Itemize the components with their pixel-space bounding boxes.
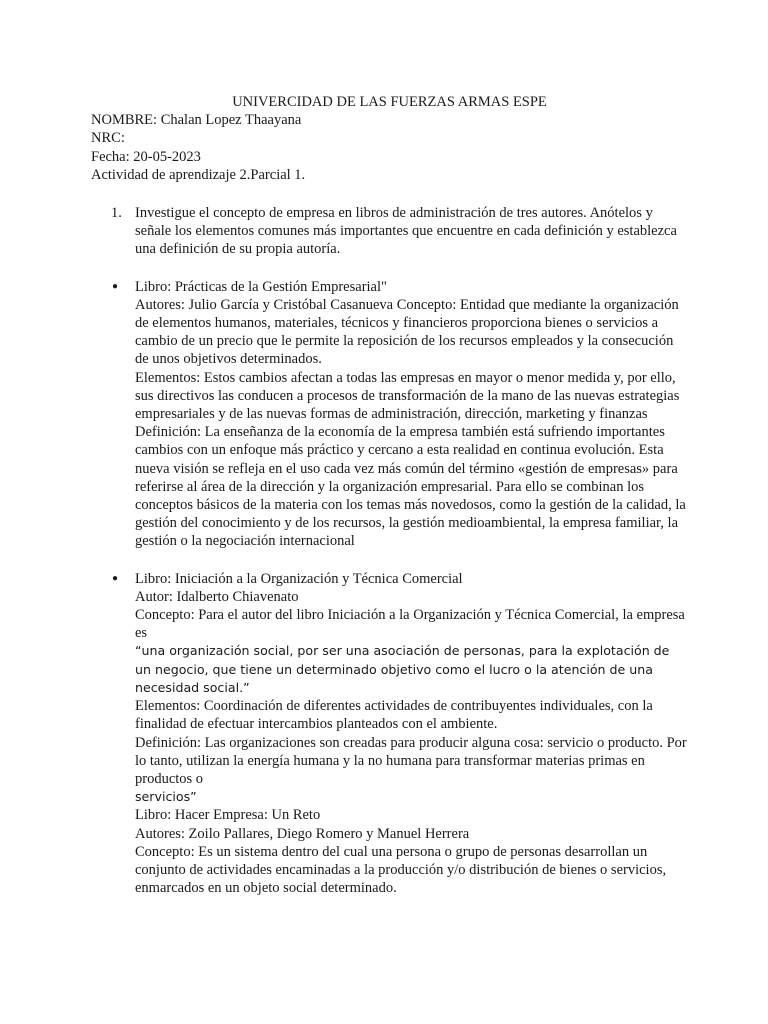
student-name: NOMBRE: Chalan Lopez Thaayana — [91, 112, 302, 129]
date-line: Fecha: 20-05-2023 — [91, 148, 201, 165]
book-entry-2 — [91, 570, 688, 898]
nrc-line: NRC: — [91, 130, 125, 147]
bullet-icon: ● — [112, 572, 119, 584]
book-definition: Definición: Las organizaciones son creadas para producir alguna cosa: servicio o producto. Por lo tanto, utilizan la energía humana y la no humana para transformar materias primas en productos o — [135, 734, 687, 787]
question-item — [91, 204, 688, 259]
book-title: Libro: Iniciación a la Organización y Técnica Comercial — [135, 570, 463, 587]
book3-concept: Concepto: Es un sistema dentro del cual una persona o grupo de personas desarrollan un conjunto de actividades encaminadas a la producción y/o distribución de bienes o servicios, enmarcados en un objeto social determinado. — [135, 843, 667, 897]
book-elements: Elementos: Estos cambios afectan a todas las empresas en mayor o menor medida y, por ello, sus directivos las conducen a procesos de transformación de la mano de las nuevas estrategias empresariales y de las nuevas formas de administración, dirección, marketing y finanzas — [135, 369, 680, 423]
book-entry-1 — [91, 278, 688, 551]
book-definition-end: servicios” — [135, 789, 197, 805]
book3-title: Libro: Hacer Empresa: Un Reto — [135, 807, 321, 824]
book-definition: Definición: La enseñanza de la economía de la empresa también está sufriendo importantes cambios con un enfoque más práctico y cercano a esta realidad en continua evolución. Esta nueva visión se refleja en el uso cada vez más común del término «gestión de empresas» para referirse al área de la dirección y la organización empresarial. Para ello se combinan los conceptos básicos de la materia con los temas más novedosos, como la gestión de la calidad, la gestión del conocimiento y de los recursos, la gestión medioambiental, la empresa familiar, la gestión o la negociación internacional — [135, 424, 686, 550]
book-title: Libro: Prácticas de la Gestión Empresarial" — [135, 278, 387, 295]
book-concept-intro: Concepto: Para el autor del libro Iniciación a la Organización y Técnica Comercial, la empresa es — [135, 607, 685, 642]
question-text: Investigue el concepto de empresa en libros de administración de tres autores. Anótelos y señale los elementos comunes más importantes que encuentre en cada definición y establezca una definición de su propia autoría. — [135, 205, 677, 258]
book-elements: Elementos: Coordinación de diferentes actividades de contribuyentes individuales, con la finalidad de efectuar intercambios planteados con el ambiente. — [135, 698, 653, 733]
book-concept-quote: “una organización social, por ser una asociación de personas, para la explotación de un negocio, que tiene un determinado objetivo como el lucro o la atención de una necesidad social.” — [135, 643, 670, 695]
book-author: Autor: Idalberto Chiavenato — [135, 588, 299, 605]
book3-authors: Autores: Zoilo Pallares, Diego Romero y Manuel Herrera — [135, 825, 470, 842]
university-title: UNIVERCIDAD DE LAS FUERZAS ARMAS ESPE — [232, 94, 547, 110]
book-authors-concept: Autores: Julio García y Cristóbal Casanueva Concepto: Entidad que mediante la organización de elementos humanos, materiales, técnicos y financieros proporciona bienes o servicios a cambio de un precio que le permite la reposición de los recursos empleados y la consecución de unos objetivos determinados. — [135, 296, 679, 368]
bullet-icon: ● — [112, 280, 119, 292]
question-number: 1. — [111, 205, 122, 222]
activity-line: Actividad de aprendizaje 2.Parcial 1. — [91, 166, 306, 183]
